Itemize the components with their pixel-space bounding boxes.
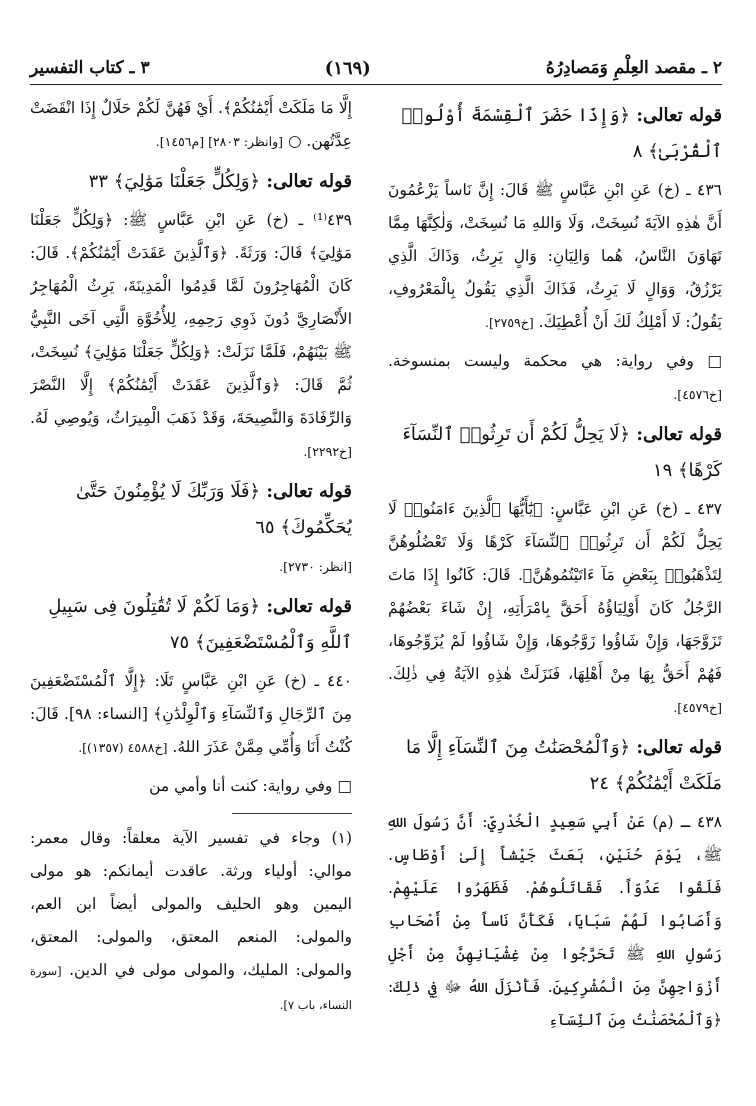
footnote-source: [سورة النساء، باب ٧]. — [30, 964, 352, 1012]
cross-reference — [30, 550, 352, 583]
section-heading — [388, 417, 722, 489]
hadith-text: ٤٤٠ ـ (خ) عَنِ ابْنِ عَبَّاسٍ تَلَا: ﴿إِلَّا ٱلْمُسْتَضْعَفِينَ مِنَ ٱلرِّجَالِ وَٱلنِّسَآءِ وَٱلْوِلْدَٰنِ﴾ [النساء: ٩٨]. قَالَ: كُنْتُ أَنَا وَأُمِّي مِمَّنْ عَذَرَ اللهُ. — [30, 672, 352, 756]
right-column — [388, 92, 722, 1086]
heading-verse: ﴿وَمَا لَكُمْ لَا تُقَٰتِلُونَ فِى سَبِيلِ ٱللَّهِ وَٱلْمُسْتَضْعَفِينَ﴾ ٧٥ — [48, 596, 352, 653]
note-reference: [خ٤٥٧٦]. — [673, 387, 722, 402]
hadith-text: ٤٣٧ ـ (خ) عَنِ ابْنِ عَبَّاسٍ: ﴿يَٰٓأَيُّهَا ٱلَّذِينَ ءَامَنُوا۟ لَا يَحِلُّ لَكُمْ أَن تَرِثُوا۟ ٱلنِّسَآءَ كَرْهًا وَلَا تَعْضُلُوهُنَّ لِتَذْهَبُوا۟ بِبَعْضِ مَآ ءَاتَيْتُمُوهُنَّ﴾. قَالَ: كَانُوا إِذَا مَاتَ الرَّجُلُ كَانَ أَوْلِيَاؤُهُ أَحَقَّ بِامْرَأَتِهِ، إِنْ شَاءَ بَعْضُهُمْ تَزَوَّجَهَا، وَإِنْ شَاؤُوا زَوَّجُوهَا، وَإِنْ شَاؤُوا لَمْ يُزَوِّجُوهَا، فَهُمْ أَحَقُّ بِهَا مِنْ أَهْلِهَا، فَنَزَلَتْ هٰذِهِ الآيَةُ فِي ذٰلِكَ. — [388, 500, 722, 683]
header-chapter-title: ٢ ـ مقصد العِلْمِ وَمَصادِرُهُ — [545, 58, 722, 78]
hadith-437 — [388, 493, 722, 724]
section-heading — [30, 164, 352, 200]
page-number: (١٦٩) — [324, 57, 371, 79]
hadith-438 — [388, 806, 722, 1037]
section-heading — [30, 474, 352, 546]
page-header — [30, 52, 722, 85]
hadith-reference: [وانظر: ٢٨٠٣] [م١٤٥٦]. — [155, 134, 284, 149]
hadith-reference: [خ٤٥٨٨ (١٣٥٧)]. — [78, 740, 168, 755]
hadith-440 — [30, 665, 352, 764]
heading-verse: ﴿وَلِكُلٍّ جَعَلْنَا مَوَٰلِيَ﴾ ٣٣ — [88, 171, 261, 192]
section-heading — [388, 98, 722, 170]
heading-label: قوله تعالى: — [266, 481, 352, 502]
heading-verse: ﴿فَلَا وَرَبِّكَ لَا يُؤْمِنُونَ حَتَّىٰ يُحَكِّمُوكَ﴾ ٦٥ — [76, 481, 352, 538]
hadith-text: ٤٣٦ ـ (خ) عَنِ ابْنِ عَبَّاسٍ ﷺ قَالَ: إِنَّ نَاساً يَزْعُمُونَ أَنَّ هٰذِهِ الآيَةَ نُسِخَتْ، وَلَا وَاللهِ مَا نُسِخَتْ، وَلٰكِنَّهَا مِمَّا تَهَاوَنَ النَّاسُ، هُما وَالِيَانِ: وَالٍ يَرِثُ، وَذَاكَ الَّذِي يَرْزُقُ، وَوَالٍ لَا يَرِثُ، فَذَاكَ الَّذِي يَقُولُ بِالْمَعْرُوفِ، يَقُولُ: لَا أَمْلِكُ لَكَ أَنْ أُعْطِيَكَ. — [388, 181, 722, 331]
heading-label: قوله تعالى: — [266, 596, 352, 617]
heading-verse: ﴿لَا يَحِلُّ لَكُمْ أَن تَرِثُوا۟ ٱلنِّسَآءَ كَرْهًا﴾ ١٩ — [402, 424, 722, 481]
hadith-436 — [388, 174, 722, 339]
hadith-text: ٤٣٨ ـ (م) عَنْ أَبِي سَعِيدٍ الْخُدْرِيِّ: أَنَّ رَسُولَ اللهِ ﷺ، يَوْمَ حُنَيْنٍ، بَعَثَ جَيْشاً إِلَىٰ أَوْطَاسٍ. فَلَقُوا عَدُوّاً. فَقَاتَلُوهُمْ. فَظَهَرُوا عَلَيْهِمْ. وَأَصَابُوا لَهُمْ سَبَايَا، فَكَأَنَّ نَاساً مِنْ أَصْحَابِ رَسُولِ اللهِ ﷺ تَحَرَّجُوا مِنْ غِشْيَانِهِنَّ مِنْ أَجْلِ أَزْوَاجِهِنَّ مِنَ الْمُشْرِكِينَ. فَأَنْزَلَ اللهُ ﷻ فِي ذٰلِكَ: ﴿وَٱلْمُحْصَنَٰتُ مِنَ ٱلنِّسَآءِ — [388, 813, 722, 1029]
section-heading — [388, 730, 722, 802]
footnote-divider — [232, 813, 352, 814]
note-text: □ وفي رواية: هي محكمة وليست بمنسوخة. — [388, 352, 722, 370]
hadith-note — [388, 345, 722, 411]
heading-verse: ﴿وَٱلْمُحْصَنَٰتُ مِنَ ٱلنِّسَآءِ إِلَّا مَا مَلَكَتْ أَيْمَٰنُكُمْ﴾ ٢٤ — [405, 737, 722, 794]
hadith-438-continued — [30, 92, 352, 158]
hadith-reference: [خ٤٥٧٩]. — [673, 700, 722, 715]
hadith-reference: [خ٢٢٩٢]. — [303, 444, 352, 459]
section-heading — [30, 589, 352, 661]
note-text: □ وفي رواية: كنت أنا وأمي من — [149, 777, 352, 795]
left-column — [30, 92, 352, 1086]
hadith-text: إِلَّا مَا مَلَكَتْ أَيْمَٰنُكُمْ﴾. أَيْ فَهُنَّ لَكُمْ حَلَالٌ إِذَا انْقَضَتْ عِدَّتُهن. ○ — [30, 99, 352, 150]
hadith-439 — [30, 204, 352, 468]
footnote-text: (١) وجاء في تفسير الآية معلقاً: وقال معمر: موالي: أولياء ورثة. عاقدت أيمانكم: هو مولى اليمين وهو الحليف والمولى أيضاً ابن العم، والمولى: المنعم المعتق، والمولى: المعتق، والمولى: المليك، والمولى مولى في الدين. — [30, 829, 352, 979]
header-book-title: ٣ ـ كتاب التفسير — [30, 58, 150, 78]
heading-label: قوله تعالى: — [636, 424, 722, 445]
heading-label: قوله تعالى: — [636, 105, 722, 126]
heading-verse: ﴿وَإِذَا حَضَرَ ٱلْقِسْمَةَ أُوْلُوا۟ ٱلْقُرْبَىٰ﴾ ٨ — [401, 105, 722, 162]
footnote — [30, 822, 352, 1022]
hadith-note — [30, 770, 352, 803]
hadith-text: ٤٣٩⁽¹⁾ ـ (خ) عَنِ ابْنِ عَبَّاسٍ ﷺ: ﴿وَلِكُلٍّ جَعَلْنَا مَوَٰلِيَ﴾ قَالَ: وَرَثَةً. ﴿وَٱلَّذِينَ عَقَدَتْ أَيْمَٰنُكُمْ﴾. قَالَ: كَانَ الْمُهَاجِرُونَ لَمَّا قَدِمُوا الْمَدِينَةَ، يَرِثُ الْمُهَاجِرُ الأَنْصَارِيَّ دُونَ ذَوِي رَحِمِهِ، لِلأُخُوَّةِ الَّتِي آخَى النَّبِيُّ ﷺ بَيْنَهُمْ، فَلَمَّا نَزَلَتْ: ﴿وَلِكُلٍّ جَعَلْنَا مَوَٰلِيَ﴾ نُسِخَتْ، ثُمَّ قَالَ: ﴿وَٱلَّذِينَ عَقَدَتْ أَيْمَٰنُكُمْ﴾ إِلَّا النَّصْرَ وَالرِّفَادَةَ وَالنَّصِيحَةَ، وَقَدْ ذَهَبَ الْمِيرَاثُ، وَيُوصِي لَهُ. — [30, 211, 352, 427]
heading-label: قوله تعالى: — [636, 737, 722, 758]
hadith-reference: [خ٢٧٥٩]. — [485, 315, 534, 330]
cross-reference-text: [انظر: ٢٧٣٠]. — [279, 559, 352, 574]
heading-label: قوله تعالى: — [266, 171, 352, 192]
